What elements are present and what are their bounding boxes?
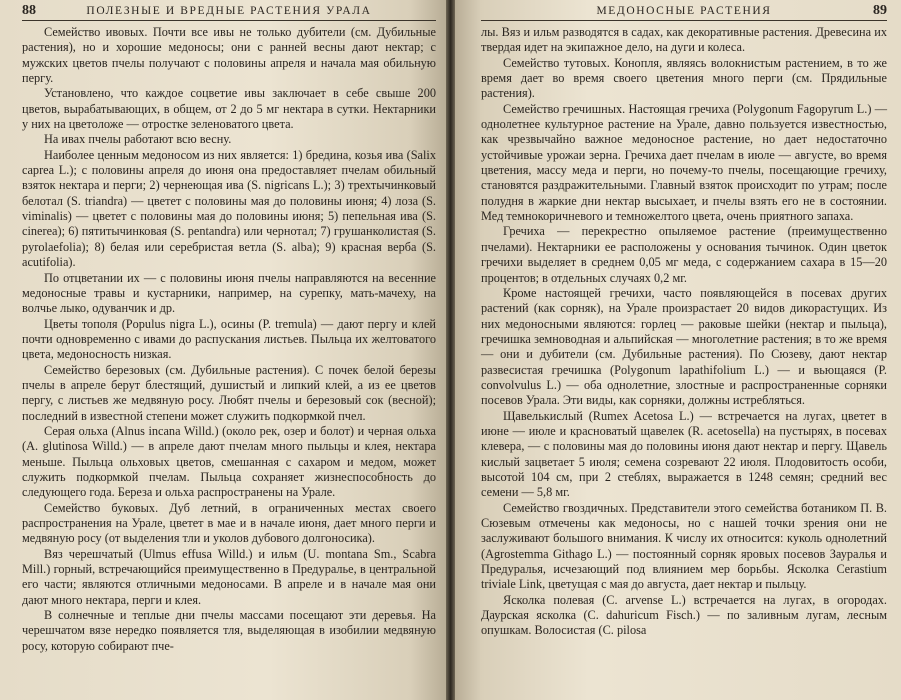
paragraph: В солнечные и теплые дни пчелы массами посещают эти деревья. На черешчатом вязе нередко появляется тля, выделяющая в изобилии медвяную росу, которую собирают пче- (22, 608, 436, 653)
right-page-number: 89 (873, 3, 887, 18)
paragraph: По отцветании их — с половины июня пчелы направляются на весенние медоносные травы и кустарники, например, на сурепку, мать-мачеху, на волчье лыко, одуванчик и др. (22, 270, 436, 316)
paragraph: Гречиха — перекрестно опыляемое растение (преимущественно пчелами). Нектарники ее расположены у основания тычинок. Один цветок гречихи выделяет в среднем 0,05 мг меда, с содержанием сахара в 15—20 процентов; в отдельных случаях 0,2 мг. (481, 224, 887, 285)
book-gutter (446, 0, 455, 700)
left-page-number: 88 (22, 3, 36, 18)
right-running-head (481, 0, 887, 21)
paragraph: Семейство гречишных. Настоящая гречиха (Polygonum Fagopyrum L.) — однолетнее культурное растение на Урале, давно пользуется известностью, как чрезвычайно важное медоносное растение, но дает недостаточно устойчивые урожаи зерна. Гречиха дает пчелам в июле — августе, во время цветения, массу меда и перги, но почему-то пчелы, посещающие гречиху, становятся раздражительными. Главный взяток происходит по утрам; после полудня в жаркие дни нектар высыхает, и пчелы взять его не в состоянии. Мед темнокоричневого и темножелтого цвета, очень приятного запаха. (481, 101, 887, 224)
paragraph: Семейство гвоздичных. Представители этого семейства ботаником П. В. Сюзевым отмечены как медоносы, но с нашей точки зрения они не заслуживают большого внимания. К числу их относится: куколь однолетний (Agrostemma Githago L.) — постоянный сорняк яровых посевов Зауралья и Предуралья, исчезающий под влиянием мер борьбы. Ясколка Cerastium triviale Link, цветущая с мая до августа, дает нектар и пыльцу. (481, 500, 887, 592)
paragraph: Цветы тополя (Populus nigra L.), осины (P. tremula) — дают пергу и клей почти одновременно с ивами до распускания листьев. Пыльца их желтоватого цвета, медоносность низкая. (22, 316, 436, 362)
paragraph: лы. Вяз и ильм разводятся в садах, как декоративные растения. Древесина их твердая идет на экипажное дело, на дуги и колеса. (481, 25, 887, 55)
left-page (0, 0, 446, 700)
paragraph: Установлено, что каждое соцветие ивы заключает в себе свыше 200 цветов, вырабатывающих, в общем, от 2 до 5 мг нектара в сутки. Нектарники у них на цветоложе — отростке зеленоватого цвета. (22, 86, 436, 132)
paragraph: Вяз черешчатый (Ulmus effusa Willd.) и ильм (U. montana Sm., Scabra Mill.) горный, встречающийся преимущественно в Предуралье, в центральной его части; являются отличными медоносами. В апреле и в начале мая они дают много нектара, перги и клея. (22, 546, 436, 607)
left-page-title: ПОЛЕЗНЫЕ И ВРЕДНЫЕ РАСТЕНИЯ УРАЛА (86, 5, 372, 17)
paragraph: На ивах пчелы работают всю весну. (44, 132, 232, 147)
paragraph: Кроме настоящей гречихи, часто появляющейся в посевах других растений (как сорняк), на Урале произрастает 20 видов дикорастущих. Из них медоносными являются: горлец — раковые шейки (нектар и пыльца), гречишка земноводная и альпийская — многолетние растения; в то же время — они и дубители (см. Дубильные растения). По Сюзеву, дают нектар развесистая гречишка (Polygonum lapathifolium L.) — и вьющаяся (P. convolvulus L.) — оба однолетние, злостные и распространенные сорняки посевов Урала. Эти виды, как сорняки, должны истребляться. (481, 285, 887, 408)
left-running-head (22, 0, 436, 21)
paragraph: Ясколка полевая (C. arvense L.) встречается на лугах, в огородах. Даурская ясколка (C. dahuricum Fisch.) — по заливным лугам, лесным опушкам. Волосистая (C. pilosa (481, 592, 887, 638)
paragraph: Семейство тутовых. Конопля, являясь волокнистым растением, в то же время дает во время своего цветения много перги (см. Прядильные растения). (481, 55, 887, 101)
paragraph: Семейство буковых. Дуб летний, в ограниченных местах своего распространения на Урале, цветет в мае и в начале июня, дает много перги и медвяную росу (от выделения тли и уколов дубового долгоносика). (22, 500, 436, 546)
paragraph: Наиболее ценным медоносом из них является: 1) бредина, козья ива (Salix caprea L.); с половины апреля до июня она предоставляет пчелам обильный взяток нектара и перги; 2) чернеющая ива (S. nigricans L.); 3) трехтычинковый белотал (S. triandra) — цветет с половины мая до половины июня; 4) лоза (S. viminalis) — цветет с половины мая до половины июня; 5) пепельная ива (S. cinerea); 6) пятитычинковая (S. pentandra) или чернотал; 7) грушанколистая (S. pyrolaefolia); 8) белая или серебристая ветла (S. alba); 9) красная верба (S. acutifolia). (22, 147, 436, 270)
right-page-title: МЕДОНОСНЫЕ РАСТЕНИЯ (596, 5, 772, 17)
right-page (455, 0, 901, 700)
paragraph: Серая ольха (Alnus incana Willd.) (около рек, озер и болот) и черная ольха (A. glutinosa Willd.) — в апреле дают пчелам много пыльцы и клея, нектара меньше. Пыльца ольховых цветов, смешанная с сахаром и медом, может служить подкормкой пчелам. Пыльца сохраняет жизнеспособность до следующего года. Береза и ольха распространены на Урале. (22, 423, 436, 500)
paragraph: Семейство ивовых. Почти все ивы не только дубители (см. Дубильные растения), но и хорошие медоносы; они с ранней весны дают нектар; с мужских цветов пчелы получают с половины апреля и начала мая обильную пергу. (22, 25, 436, 86)
paragraph: Семейство березовых (см. Дубильные растения). С почек белой березы пчелы в апреле берут блестящий, душистый и липкий клей, а из ее цветов пергу, с листьев же медвяную росу. Любят пчелы и березовый сок (весной); последний в известной степени может служить подкормкой пчел. (22, 362, 436, 423)
paragraph: Щавелькислый (Rumex Acetosa L.) — встречается на лугах, цветет в июне — июле и красноватый щавелек (R. acetosella) на пустырях, в посевах клевера, — с половины мая до половины июня дают нектар и пергу. Щавель кислый зацветает 5 июля; семена созревают 22 июля. Плодовитость особи, высотой 104 см, при 2 стеблях, выражается в 1248 семян; средний вес семени — 5,8 мг. (481, 408, 887, 500)
